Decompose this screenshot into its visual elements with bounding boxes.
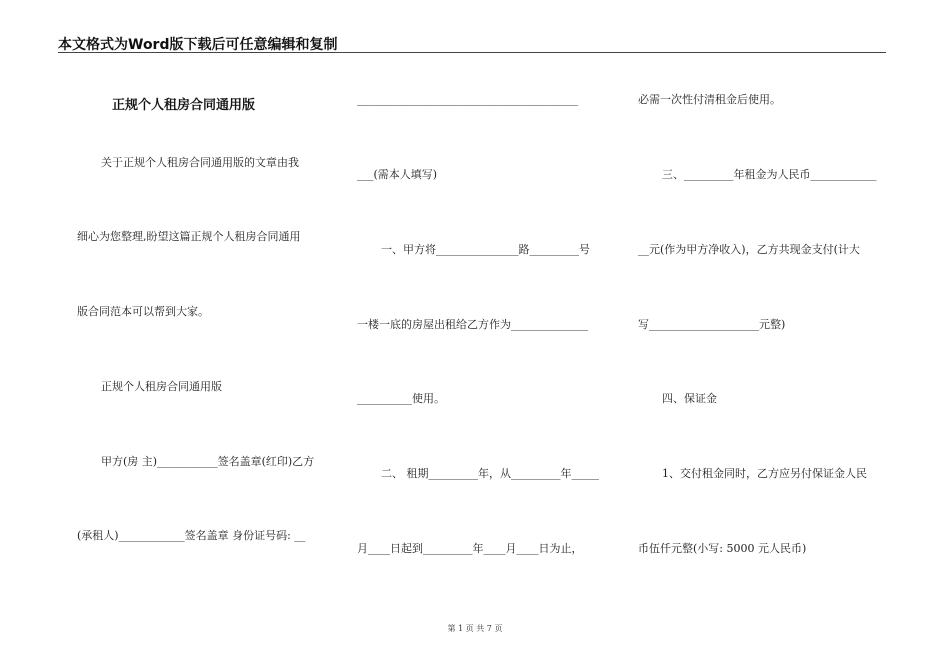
col1-line-4: 正规个人租房合同通用版 (101, 380, 222, 393)
col2-line-7: 月____日起到_________年____月____日为止， (357, 542, 583, 555)
col2-line-3: 一、甲方将_______________路_________号 (381, 243, 590, 256)
col1-line-3: 版合同范本可以帮到大家。 (77, 305, 209, 318)
header-divider (58, 52, 886, 53)
col1-line-5: 甲方(房 主)___________签名盖章(红印)乙方 (101, 455, 315, 468)
col3-line-2: 三、_________年租金为人民币____________ (662, 168, 877, 181)
col3-line-6: 1、交付租金同时，乙方应另付保证金人民 (662, 467, 867, 480)
col3-line-3: __元(作为甲方净收入)，乙方共现金支付(计大 (638, 243, 860, 256)
col1-line-2: 细心为您整理,盼望这篇正规个人租房合同通用 (77, 230, 301, 243)
col1-line-1: 关于正规个人租房合同通用版的文章由我 (101, 156, 299, 169)
col3-line-4: 写____________________元整) (638, 318, 786, 331)
col1-line-6: (承租人)____________签名盖章 身份证号码: __ (77, 529, 306, 542)
col2-line-1: _____________________________________________ (357, 93, 578, 106)
col2-line-5: __________使用。 (357, 392, 445, 405)
col2-line-4: 一楼一底的房屋出租给乙方作为______________ (357, 318, 588, 331)
col3-line-7: 币伍仟元整(小写: 5000 元人民币) (638, 542, 807, 555)
page-number: 第 1 页 共 7 页 (447, 624, 503, 633)
col2-line-6: 二、 租期_________年，从_________年_____ (381, 467, 599, 480)
document-header: 本文格式为Word版下载后可任意编辑和复制 (58, 37, 338, 53)
col2-line-2: ___(需本人填写) (357, 168, 438, 181)
col3-line-5: 四、保证金 (662, 392, 717, 405)
col3-line-1: 必需一次性付清租金后使用。 (638, 93, 781, 106)
document-title: 正规个人租房合同通用版 (112, 98, 256, 113)
